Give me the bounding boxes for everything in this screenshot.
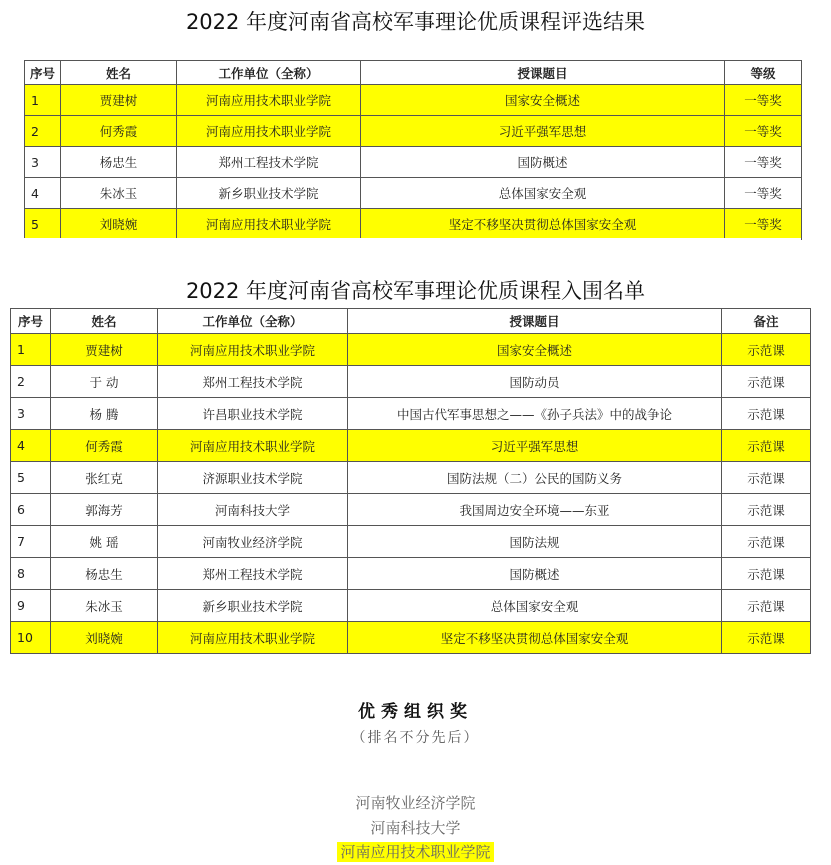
cell-no (25, 178, 61, 209)
cell-name (51, 590, 158, 622)
table-row (11, 558, 811, 590)
header-name: 姓名 (51, 309, 158, 334)
cell-level (725, 209, 802, 240)
cell-no (11, 558, 51, 590)
cell-level (725, 178, 802, 209)
cell-name (61, 147, 177, 178)
cell-text: 示范课 (747, 598, 785, 614)
cell-text: 河南应用技术职业学院 (189, 630, 315, 646)
cell-text: 10 (17, 630, 33, 645)
table-row (11, 398, 811, 430)
table-row (11, 462, 811, 494)
header-unit: 工作单位（全称） (158, 309, 348, 334)
cell-text: 河南应用技术职业学院 (205, 217, 331, 232)
cell-no (25, 147, 61, 178)
page-break-mask (24, 238, 801, 247)
cell-text: 示范课 (747, 406, 785, 422)
cell-text: 新乡职业技术学院 (218, 186, 319, 201)
table-row (11, 366, 811, 398)
cell-text: 坚定不移坚决贯彻总体国家安全观 (440, 630, 629, 646)
cell-unit (158, 366, 348, 398)
cell-text: 习近平强军思想 (490, 438, 579, 454)
cell-topic (361, 147, 725, 178)
cell-text: 刘晓婉 (99, 217, 138, 232)
award-org-2 (0, 817, 831, 838)
cell-text: 国防法规 (509, 534, 560, 550)
cell-unit (158, 494, 348, 526)
cell-level (725, 116, 802, 147)
cell-text: 贾建树 (99, 93, 138, 108)
cell-no (11, 334, 51, 366)
award-org-1 (0, 792, 831, 813)
cell-topic (348, 526, 722, 558)
cell-no (25, 85, 61, 116)
cell-note (722, 622, 811, 654)
cell-text: 1 (17, 342, 25, 357)
cell-unit (158, 430, 348, 462)
cell-text: 贾建树 (85, 342, 123, 358)
cell-text: 河南应用技术职业学院 (205, 93, 331, 108)
cell-topic (348, 430, 722, 462)
header-note: 备注 (722, 309, 811, 334)
cell-unit (177, 178, 361, 209)
cell-name (51, 462, 158, 494)
cell-text: 示范课 (747, 566, 785, 582)
cell-topic (348, 590, 722, 622)
cell-topic (361, 85, 725, 116)
table-row (11, 494, 811, 526)
table-row (25, 178, 802, 209)
shortlist-table (10, 308, 811, 654)
shortlist-header-row (11, 309, 811, 334)
cell-text: 郑州工程技术学院 (202, 566, 303, 582)
cell-text: 5 (31, 216, 39, 232)
cell-name (51, 526, 158, 558)
cell-level (725, 85, 802, 116)
cell-text: 示范课 (747, 374, 785, 390)
cell-no (11, 494, 51, 526)
cell-name (51, 494, 158, 526)
org-name: 河南牧业经济学院 (355, 794, 476, 812)
shortlist-title: 2022 年度河南省高校军事理论优质课程入围名单 (185, 279, 646, 303)
cell-note (722, 398, 811, 430)
cell-name (51, 558, 158, 590)
cell-text: 示范课 (747, 470, 785, 486)
cell-text: 总体国家安全观 (498, 186, 587, 201)
cell-text: 一等奖 (744, 155, 782, 170)
cell-text: 朱冰玉 (99, 186, 138, 201)
cell-text: 示范课 (747, 342, 785, 358)
cell-no (25, 116, 61, 147)
cell-text: 7 (17, 534, 25, 549)
cell-no (11, 622, 51, 654)
cell-text: 一等奖 (744, 186, 782, 201)
header-topic: 授课题目 (348, 309, 722, 334)
cell-text: 姚 瑶 (89, 534, 119, 550)
cell-text: 于 动 (89, 374, 119, 390)
cell-text: 何秀霞 (99, 124, 138, 139)
cell-topic (348, 558, 722, 590)
cell-text: 3 (31, 154, 39, 170)
table-row (25, 209, 802, 240)
table-row (25, 147, 802, 178)
table-row (11, 622, 811, 654)
cell-text: 2 (31, 123, 39, 139)
cell-topic (348, 622, 722, 654)
cell-text: 5 (17, 470, 25, 485)
cell-note (722, 526, 811, 558)
cell-name (51, 398, 158, 430)
cell-name (51, 334, 158, 366)
cell-text: 示范课 (747, 502, 785, 518)
cell-text: 国防动员 (509, 374, 560, 390)
award-title: 优秀组织奖 (358, 702, 473, 722)
results-table (24, 60, 802, 240)
cell-name (61, 85, 177, 116)
header-unit: 工作单位（全称） (177, 61, 361, 85)
table-row (25, 85, 802, 116)
cell-text: 张红克 (85, 470, 123, 486)
cell-text: 郭海芳 (85, 502, 123, 518)
cell-note (722, 366, 811, 398)
cell-unit (158, 558, 348, 590)
cell-text: 坚定不移坚决贯彻总体国家安全观 (448, 217, 637, 232)
cell-text: 示范课 (747, 630, 785, 646)
cell-unit (158, 590, 348, 622)
cell-text: 一等奖 (744, 93, 782, 108)
cell-name (51, 622, 158, 654)
cell-note (722, 462, 811, 494)
header-no: 序号 (11, 309, 51, 334)
cell-note (722, 334, 811, 366)
cell-text: 河南科技大学 (214, 502, 290, 518)
cell-text: 习近平强军思想 (498, 124, 587, 139)
header-name: 姓名 (61, 61, 177, 85)
cell-text: 一等奖 (744, 217, 782, 232)
cell-text: 示范课 (747, 534, 785, 550)
cell-unit (177, 209, 361, 240)
cell-unit (158, 398, 348, 430)
cell-text: 河南应用技术职业学院 (189, 342, 315, 358)
cell-no (11, 398, 51, 430)
cell-text: 国家安全概述 (496, 342, 572, 358)
cell-text: 总体国家安全观 (490, 598, 579, 614)
cell-text: 杨忠生 (99, 155, 138, 170)
cell-topic (348, 462, 722, 494)
cell-no (11, 590, 51, 622)
header-topic: 授课题目 (361, 61, 725, 85)
cell-note (722, 494, 811, 526)
cell-text: 一等奖 (744, 124, 782, 139)
org-name: 河南科技大学 (370, 819, 461, 837)
cell-topic (361, 178, 725, 209)
cell-text: 2 (17, 374, 25, 389)
cell-no (25, 209, 61, 240)
cell-text: 示范课 (747, 438, 785, 454)
cell-text: 济源职业技术学院 (202, 470, 303, 486)
cell-text: 中国古代军事思想之——《孙子兵法》中的战争论 (396, 406, 672, 422)
header-no: 序号 (25, 61, 61, 85)
cell-text: 8 (17, 566, 25, 581)
cell-topic (361, 209, 725, 240)
cell-unit (177, 147, 361, 178)
cell-text: 我国周边安全环境——东亚 (459, 502, 610, 518)
table-row (11, 590, 811, 622)
cell-note (722, 590, 811, 622)
cell-text: 河南牧业经济学院 (202, 534, 303, 550)
table-row (11, 526, 811, 558)
cell-name (51, 430, 158, 462)
cell-text: 郑州工程技术学院 (218, 155, 319, 170)
cell-text: 河南应用技术职业学院 (189, 438, 315, 454)
cell-text: 何秀霞 (85, 438, 123, 454)
cell-note (722, 558, 811, 590)
award-note: （排名不分先后） (351, 730, 480, 746)
cell-text: 朱冰玉 (85, 598, 123, 614)
cell-text: 杨忠生 (85, 566, 123, 582)
cell-unit (158, 622, 348, 654)
cell-topic (348, 398, 722, 430)
cell-unit (158, 526, 348, 558)
cell-name (61, 178, 177, 209)
cell-note (722, 430, 811, 462)
cell-no (11, 462, 51, 494)
cell-text: 6 (17, 502, 25, 517)
cell-name (61, 116, 177, 147)
cell-text: 4 (31, 185, 39, 201)
results-title: 2022 年度河南省高校军事理论优质课程评选结果 (185, 10, 646, 34)
cell-text: 9 (17, 598, 25, 613)
header-level: 等级 (725, 61, 802, 85)
results-header-row (25, 61, 802, 85)
cell-topic (348, 494, 722, 526)
cell-text: 国防概述 (509, 566, 560, 582)
cell-unit (177, 85, 361, 116)
cell-unit (158, 462, 348, 494)
table-row (25, 116, 802, 147)
table-row (11, 430, 811, 462)
cell-name (61, 209, 177, 240)
cell-text: 3 (17, 406, 25, 421)
cell-no (11, 526, 51, 558)
cell-topic (361, 116, 725, 147)
table-row (11, 334, 811, 366)
cell-text: 杨 腾 (89, 406, 119, 422)
cell-text: 许昌职业技术学院 (202, 406, 303, 422)
cell-unit (177, 116, 361, 147)
cell-text: 河南应用技术职业学院 (205, 124, 331, 139)
cell-text: 国家安全概述 (504, 93, 580, 108)
cell-text: 国防法规（二）公民的国防义务 (446, 470, 622, 486)
cell-topic (348, 366, 722, 398)
cell-name (51, 366, 158, 398)
cell-text: 刘晓婉 (85, 630, 123, 646)
org-name: 河南应用技术职业学院 (337, 842, 493, 862)
cell-text: 新乡职业技术学院 (202, 598, 303, 614)
cell-text: 国防概述 (517, 155, 568, 170)
cell-topic (348, 334, 722, 366)
cell-unit (158, 334, 348, 366)
cell-level (725, 147, 802, 178)
cell-no (11, 366, 51, 398)
cell-text: 1 (31, 92, 39, 108)
award-org-3 (0, 841, 831, 862)
cell-text: 4 (17, 438, 25, 453)
cell-no (11, 430, 51, 462)
cell-text: 郑州工程技术学院 (202, 374, 303, 390)
